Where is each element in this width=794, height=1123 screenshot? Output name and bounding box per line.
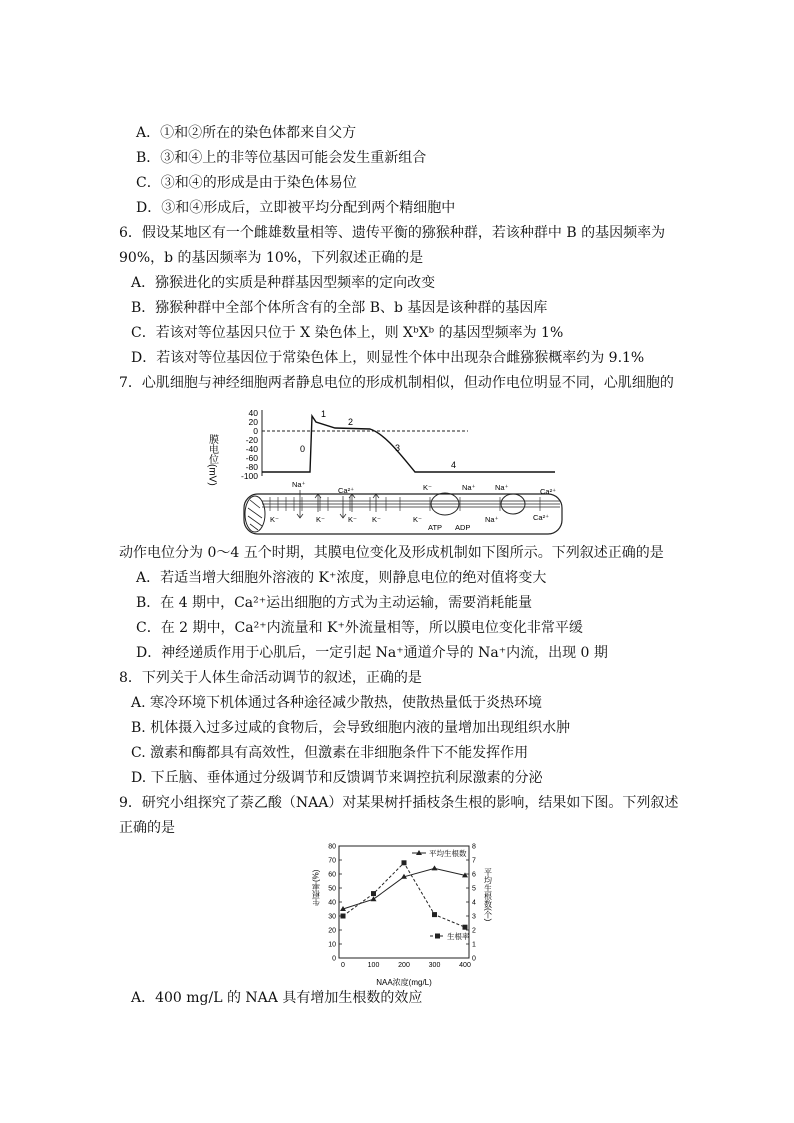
phase-label: 0 <box>300 444 306 454</box>
data-point-avg-roots <box>432 865 438 870</box>
figure-ytick: -20 <box>245 435 258 445</box>
q9-stem-line2: 正确的是 <box>119 820 175 836</box>
legend <box>412 848 470 941</box>
legend-entry-rooting-rate: 生根率 <box>447 932 470 941</box>
data-point-avg-roots <box>371 896 377 901</box>
y2-tick-label: 1 <box>472 941 476 949</box>
data-point-rooting-rate <box>341 914 346 919</box>
figure-ytick: -80 <box>245 462 258 472</box>
x-tick-label: 100 <box>367 962 380 969</box>
q7-stem-line1: 7．心肌细胞与神经细胞两者静息电位的形成机制相似，但动作电位明显不同，心肌细胞的 <box>119 375 674 391</box>
ion-label: Na⁺ <box>292 480 306 489</box>
y2-tick-label: 3 <box>472 913 476 921</box>
ion-label: K⁻ <box>270 515 279 524</box>
phase-label: 2 <box>348 417 354 427</box>
figure-ytick: 40 <box>248 408 258 418</box>
phase-label: 4 <box>451 460 457 470</box>
q6-stem-line2: 90%，b 的基因频率为 10%，下列叙述正确的是 <box>119 250 424 266</box>
q5-option-c: C．③和④的形成是由于染色体易位 <box>136 175 357 191</box>
y-tick-label: 30 <box>328 913 336 921</box>
q8-stem: 8．下列关于人体生命活动调节的叙述，正确的是 <box>119 670 422 686</box>
ion-label: ADP <box>455 523 471 532</box>
q7-option-a: A．若适当增大细胞外溶液的 K⁺浓度，则静息电位的绝对值将变大 <box>136 570 547 586</box>
figure-ytick: -40 <box>245 444 258 454</box>
q7-option-c: C．在 2 期中，Ca²⁺内流量和 K⁺外流量相等，所以膜电位变化非常平缓 <box>136 620 583 636</box>
figure-ytick: -100 <box>240 471 258 481</box>
y2-tick-label: 0 <box>472 955 476 963</box>
q8-option-b: B. 机体摄入过多过咸的食物后，会导致细胞内液的量增加出现组织水肿 <box>131 720 571 736</box>
x-tick-label: 200 <box>398 962 410 969</box>
q6-stem-line1: 6．假设某地区有一个雌雄数量相等、遗传平衡的猕猴种群，若该种群中 B 的基因频率为 <box>119 225 666 241</box>
q6-option-d: D．若该对等位基因位于常染色体上，则显性个体中出现杂合雌猕猴概率约为 9.1% <box>131 350 645 366</box>
ion-label: K⁻ <box>348 515 357 524</box>
data-point-rooting-rate <box>371 891 376 896</box>
figure-ylabel: 膜电位(mV) <box>206 434 218 486</box>
y2-tick-label: 6 <box>472 871 476 879</box>
q8-option-a: A. 寒冷环境下机体通过各种途径减少散热，使散热量低于炎热环境 <box>131 695 543 711</box>
x-tick-label: 300 <box>428 962 441 969</box>
q7-option-d: D．神经递质作用于心肌后，一定引起 Na⁺通道介导的 Na⁺内流，出现 0 期 <box>136 645 608 661</box>
ion-label: K⁻ <box>413 515 422 524</box>
ion-label: K⁻ <box>423 483 432 492</box>
ion-label: Na⁺ <box>485 515 499 524</box>
y-tick-label: 10 <box>328 941 336 949</box>
q7-option-b: B．在 4 期中，Ca²⁺运出细胞的方式为主动运输，需要消耗能量 <box>136 595 533 611</box>
x-tick-label: 400 <box>459 962 471 969</box>
y-tick-label: 60 <box>328 871 336 879</box>
q9-option-a: A．400 mg/L 的 NAA 具有增加生根数的效应 <box>131 990 423 1006</box>
y2-tick-label: 7 <box>472 857 476 865</box>
phase-label: 3 <box>395 443 401 453</box>
y-tick-label: 20 <box>328 927 336 935</box>
y-tick-label: 80 <box>328 843 336 851</box>
y2-tick-label: 4 <box>472 899 476 907</box>
y2-tick-label: 8 <box>472 843 476 851</box>
ion-label: K⁻ <box>372 515 381 524</box>
naa-rooting-chart <box>302 838 502 988</box>
data-point-rooting-rate <box>463 925 468 930</box>
q6-option-c: C．若该对等位基因只位于 X 染色体上，则 XᵇXᵇ 的基因型频率为 1% <box>131 325 564 341</box>
data-point-rooting-rate <box>432 912 437 917</box>
q6-option-a: A．猕猴进化的实质是种群基因型频率的定向改变 <box>131 275 436 291</box>
q7-stem-line2: 动作电位分为 0～4 五个时期，其膜电位变化及形成机制如下图所示。下列叙述正确的是 <box>119 545 664 561</box>
ion-label: Ca²⁺ <box>338 486 355 495</box>
y-tick-label: 50 <box>328 885 336 893</box>
y-axis-label: 生根率(%) <box>311 869 321 906</box>
ion-label: Na⁺ <box>495 483 509 492</box>
ion-label: K⁻ <box>316 515 325 524</box>
ion-label: Na⁺ <box>462 483 476 492</box>
q5-option-b: B．③和④上的非等位基因可能会发生重新组合 <box>136 150 427 166</box>
q9-stem-line1: 9．研究小组探究了萘乙酸（NAA）对某果树扦插枝条生根的影响，结果如下图。下列叙述 <box>119 795 679 811</box>
y2-axis-label: 平均生根数(个) <box>483 868 493 922</box>
q8-option-d: D. 下丘脑、垂体通过分级调节和反馈调节来调控抗利尿激素的分泌 <box>131 770 543 786</box>
q6-option-b: B．猕猴种群中全部个体所含有的全部 B、b 基因是该种群的基因库 <box>131 300 548 316</box>
ion-label: ATP <box>428 523 443 532</box>
series-line-rooting-rate <box>343 863 465 927</box>
q5-option-d: D．③和④形成后，立即被平均分配到两个精细胞中 <box>136 200 456 216</box>
y-tick-label: 0 <box>332 955 336 963</box>
figure-ytick: 0 <box>253 426 258 436</box>
figure-ytick: 20 <box>248 417 258 427</box>
q8-option-c: C. 激素和酶都具有高效性，但激素在非细胞条件下不能发挥作用 <box>131 745 529 761</box>
x-tick-label: 0 <box>341 962 345 969</box>
y2-tick-label: 2 <box>472 927 476 935</box>
q5-option-a: A．①和②所在的染色体都来自父方 <box>136 125 357 141</box>
data-point-rooting-rate <box>402 860 407 865</box>
ion-label: Ca²⁺ <box>540 487 557 496</box>
y2-tick-label: 5 <box>472 885 476 893</box>
y-tick-label: 70 <box>328 857 336 865</box>
figure-ytick: -60 <box>245 453 258 463</box>
y-tick-label: 40 <box>328 899 336 907</box>
x-axis-label: NAA浓度(mg/L) <box>376 978 432 987</box>
action-potential-trace <box>262 416 555 472</box>
ion-label: Ca²⁺ <box>533 513 550 522</box>
membrane-potential-figure <box>200 404 565 536</box>
phase-label: 1 <box>321 409 327 419</box>
legend-entry-avg-roots: 平均生根数 <box>429 849 467 858</box>
